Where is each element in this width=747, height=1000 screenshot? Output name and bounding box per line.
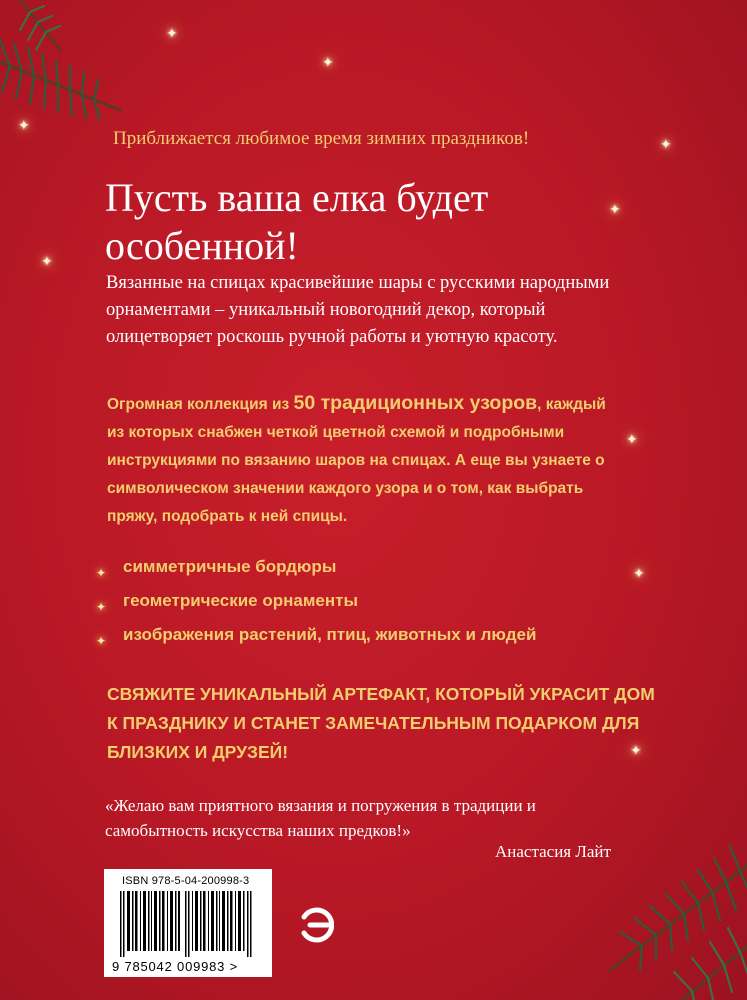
call-to-action: СВЯЖИТЕ УНИКАЛЬНЫЙ АРТЕФАКТ, КОТОРЫЙ УКРАСИТ ДОМ К ПРАЗДНИКУ И СТАНЕТ ЗАМЕЧАТЕЛЬНЫМ ПОДАРКОМ ДЛЯ БЛИЗКИХ И ДРУЗЕЙ! <box>107 684 655 762</box>
decor-star-icon: ✦ <box>630 744 642 759</box>
collection-lead: Огромная коллекция из <box>107 396 294 413</box>
list-item <box>96 586 536 620</box>
author-name: Анастасия Лайт <box>495 842 611 861</box>
intro-paragraph: Вязанные на спицах красивейшие шары с русскими народными орнаментами – уникальный новогодний декор, который олицетворяет роскошь ручной работы и уютную красоту. <box>106 273 610 347</box>
list-item <box>96 552 536 586</box>
decor-star-icon: ✦ <box>609 203 621 218</box>
headline: Пусть ваша елка будет особенной! <box>105 175 489 268</box>
glowing-star-icon: ✦ <box>96 600 107 614</box>
glowing-star-icon: ✦ <box>96 634 107 648</box>
eksmo-logo-icon <box>298 905 334 945</box>
collection-paragraph <box>107 389 627 531</box>
tagline: Приближается любимое время зимних праздников! <box>113 128 530 149</box>
decor-star-icon: ✦ <box>18 119 30 134</box>
decor-star-icon: ✦ <box>633 567 645 582</box>
isbn-number: ISBN 978-5-04-200998-3 <box>122 875 250 887</box>
author-quote: «Желаю вам приятного вязания и погружения в традиции и самобытность искусства наших предков!» <box>105 796 536 840</box>
decor-star-icon: ✦ <box>166 27 178 42</box>
feature-label: изображения растений, птиц, животных и людей <box>123 625 537 644</box>
collection-rest: , каждый из которых снабжен четкой цветной схемой и подробными инструкциями по вязанию шаров на спицах. А еще вы узнаете о символическом значении каждого узора и о том, как выбрать пряжу, подобрать к ней спицы. <box>107 396 606 525</box>
barcode-digits: 9 785042 009983 > <box>112 959 239 974</box>
decor-star-icon: ✦ <box>41 255 53 270</box>
decor-star-icon: ✦ <box>660 138 672 153</box>
barcode-bars-icon <box>120 891 258 957</box>
isbn-barcode <box>104 869 272 977</box>
glowing-star-icon: ✦ <box>96 566 107 580</box>
feature-label: геометрические орнаменты <box>123 591 358 610</box>
collection-highlight: 50 традиционных узоров <box>293 392 538 414</box>
decor-star-icon: ✦ <box>626 433 638 448</box>
feature-label: симметричные бордюры <box>123 557 337 576</box>
feature-list <box>96 552 536 654</box>
decor-star-icon: ✦ <box>322 56 334 71</box>
list-item <box>96 620 536 654</box>
